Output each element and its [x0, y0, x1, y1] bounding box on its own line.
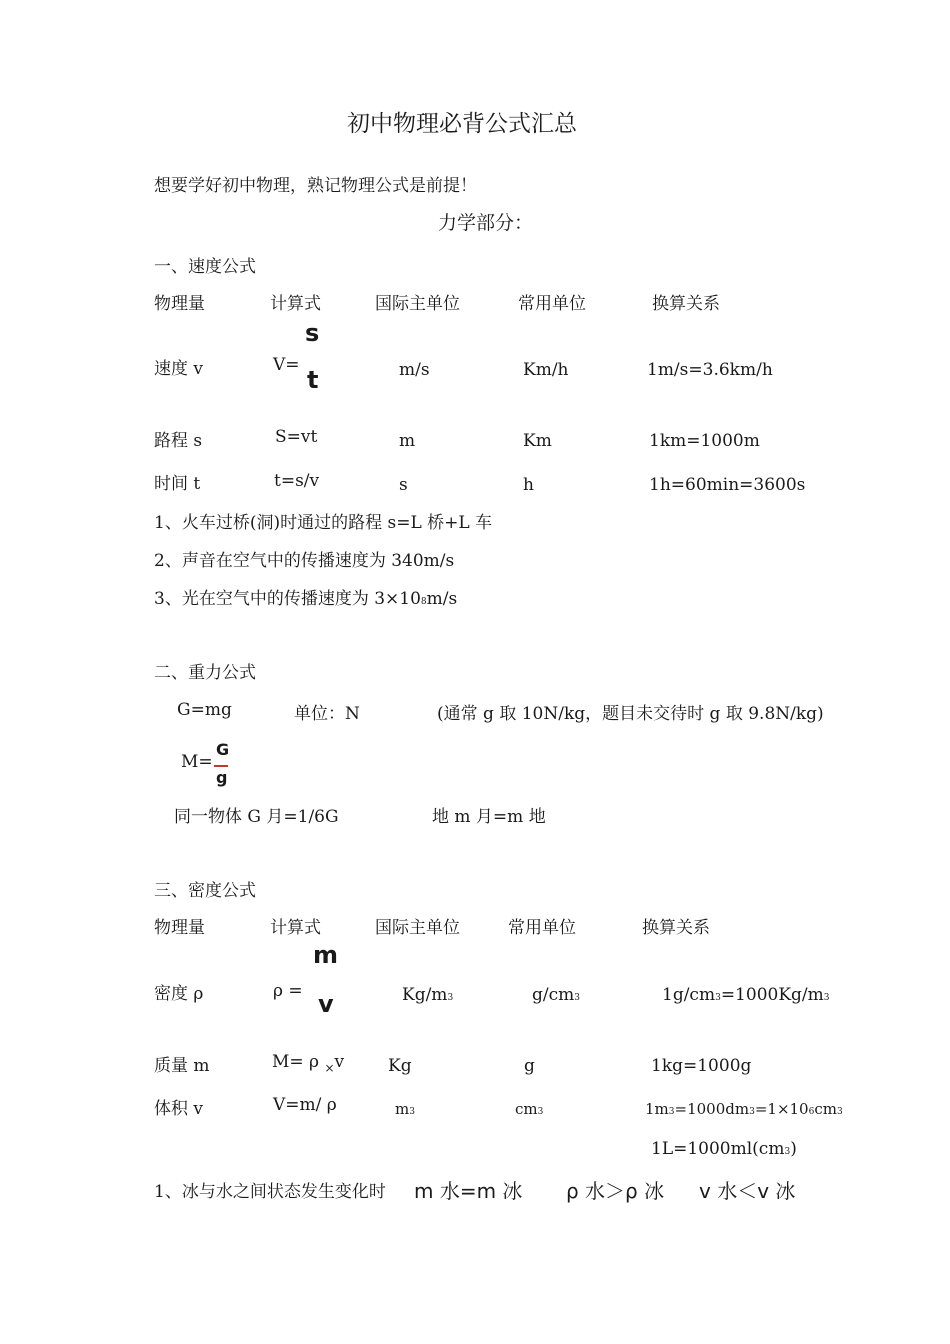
time-formula: t=s/v [274, 471, 320, 491]
mass-common-unit: g [524, 1056, 535, 1076]
speed-numerator: s [305, 319, 320, 347]
density-si-unit: Kg/m3 [402, 985, 454, 1005]
density-label: 密度 ρ [154, 984, 204, 1004]
gravity-unit: 单位：N [294, 704, 360, 724]
time-label: 时间 t [154, 474, 201, 494]
header-si-unit: 国际主单位 [375, 294, 460, 314]
mass-formula: M= ρ $_\times$v [272, 1052, 345, 1075]
speed-common-unit: Km/h [523, 360, 569, 380]
header-conversion: 换算关系 [652, 294, 720, 314]
ice-water-mass: m 水=m 冰 [414, 1179, 523, 1203]
distance-common-unit: Km [523, 431, 552, 451]
speed-note-1: 1、火车过桥(洞)时通过的路程 s=L 桥+L 车 [154, 513, 493, 533]
section-gravity-title: 二、重力公式 [154, 663, 256, 683]
volume-liter-conversion: 1L=1000ml(cm3) [651, 1139, 797, 1159]
header-common-unit: 常用单位 [508, 918, 576, 938]
speed-denominator: t [307, 366, 319, 394]
moon-mass: 地 m 月=m 地 [432, 807, 546, 827]
density-conversion: 1g/cm3=1000Kg/m3 [662, 985, 830, 1005]
volume-formula: V=m/ ρ [273, 1095, 337, 1115]
gravity-note: (通常 g 取 10N/kg，题目未交待时 g 取 9.8N/kg) [437, 704, 824, 724]
density-numerator: m [313, 941, 339, 969]
header-conversion: 换算关系 [642, 918, 710, 938]
section-speed-title: 一、速度公式 [154, 257, 256, 277]
mass-si-unit: Kg [388, 1056, 412, 1076]
distance-formula: S=vt [275, 427, 318, 447]
ice-water-density: ρ 水＞ρ 冰 [566, 1179, 665, 1203]
mass-from-weight-lhs: M= [181, 752, 213, 772]
fraction-bar [214, 765, 228, 767]
distance-conversion: 1km=1000m [649, 431, 760, 451]
speed-conversion: 1m/s=3.6km/h [647, 360, 773, 380]
volume-label: 体积 v [154, 1099, 204, 1119]
part-title: 力学部分： [438, 212, 534, 234]
mass-conversion: 1kg=1000g [651, 1056, 752, 1076]
speed-note-3: 3、光在空气中的传播速度为 3×108m/s [154, 589, 458, 609]
moon-gravity: 同一物体 G 月=1/6G [174, 807, 339, 827]
speed-note-2: 2、声音在空气中的传播速度为 340m/s [154, 551, 455, 571]
header-formula: 计算式 [270, 294, 321, 314]
header-si-unit: 国际主单位 [375, 918, 460, 938]
section-density-title: 三、密度公式 [154, 881, 256, 901]
ice-water-note-prefix: 1、冰与水之间状态发生变化时 [154, 1182, 386, 1202]
distance-si-unit: m [399, 431, 416, 451]
ice-water-volume: v 水＜v 冰 [699, 1179, 796, 1203]
volume-common-unit: cm3 [515, 1100, 544, 1118]
density-formula-lhs: ρ = [273, 981, 303, 1001]
density-common-unit: g/cm3 [532, 985, 580, 1005]
volume-conversion: 1m3=1000dm3=1×106cm3 [645, 1100, 843, 1118]
speed-formula-lhs: V= [273, 355, 300, 375]
mass-label: 质量 m [154, 1056, 210, 1076]
gravity-formula: G=mg [177, 700, 232, 720]
header-formula: 计算式 [270, 918, 321, 938]
mass-from-weight-denominator: g [216, 768, 228, 787]
time-conversion: 1h=60min=3600s [649, 475, 806, 495]
speed-si-unit: m/s [399, 360, 430, 380]
speed-label: 速度 v [154, 359, 204, 379]
header-common-unit: 常用单位 [518, 294, 586, 314]
density-denominator: v [318, 990, 334, 1018]
header-quantity: 物理量 [154, 294, 205, 314]
distance-label: 路程 s [154, 431, 203, 451]
time-common-unit: h [523, 475, 534, 495]
page-title: 初中物理必背公式汇总 [347, 111, 577, 137]
header-quantity: 物理量 [154, 918, 205, 938]
mass-from-weight-numerator: G [216, 740, 230, 759]
volume-si-unit: m3 [395, 1100, 415, 1118]
intro-text: 想要学好初中物理，熟记物理公式是前提！ [154, 176, 477, 196]
time-si-unit: s [399, 475, 408, 495]
